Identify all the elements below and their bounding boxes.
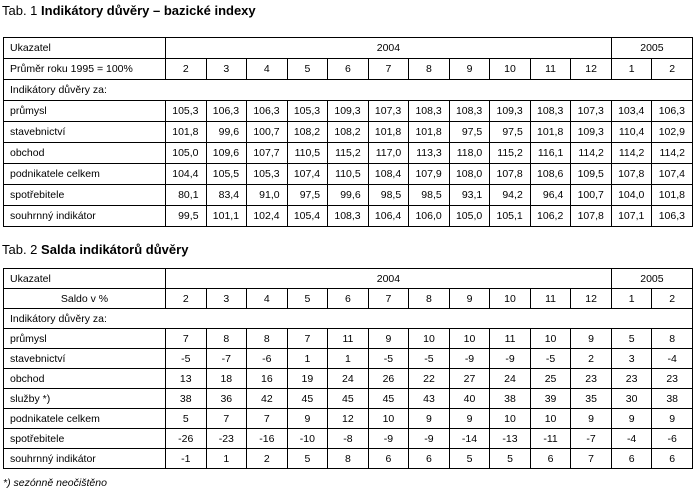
row-label: podnikatele celkem	[4, 409, 166, 429]
table-cell: 108,3	[328, 206, 369, 227]
table-cell: -23	[206, 429, 247, 449]
table-cell: 83,4	[206, 185, 247, 206]
table2-caption	[2, 242, 188, 257]
table-cell: 105,1	[490, 206, 531, 227]
month-header: 10	[490, 289, 531, 309]
table-cell: -8	[328, 429, 369, 449]
table-cell: 102,4	[247, 206, 288, 227]
table-cell: 11	[328, 329, 369, 349]
table-cell: 106,2	[530, 206, 571, 227]
table-row	[4, 409, 693, 429]
table-cell: 100,7	[247, 122, 288, 143]
table-cell: 113,3	[409, 143, 450, 164]
table-cell: 10	[490, 409, 531, 429]
group-label: Indikátory důvěry za:	[4, 309, 693, 329]
row-label: podnikatele celkem	[4, 164, 166, 185]
row-label: souhrnný indikátor	[4, 206, 166, 227]
month-header: 12	[571, 59, 612, 80]
table-cell: 16	[247, 369, 288, 389]
table-cell: 107,8	[490, 164, 531, 185]
table-cell: 106,4	[368, 206, 409, 227]
row-label: stavebnictví	[4, 122, 166, 143]
table-cell: 109,3	[490, 101, 531, 122]
header-row-years	[4, 38, 693, 59]
table-cell: 115,2	[490, 143, 531, 164]
table-cell: 39	[530, 389, 571, 409]
table-cell: 117,0	[368, 143, 409, 164]
table-cell: 3	[611, 349, 652, 369]
table-cell: -10	[287, 429, 328, 449]
year-header-2005: 2005	[611, 269, 692, 289]
table-cell: 9	[409, 409, 450, 429]
table-cell: 108,6	[530, 164, 571, 185]
table-cell: 25	[530, 369, 571, 389]
month-header: 3	[206, 59, 247, 80]
month-header: 9	[449, 59, 490, 80]
table-cell: -9	[490, 349, 531, 369]
table-cell: 108,0	[449, 164, 490, 185]
header-sublabel: Průměr roku 1995 = 100%	[4, 59, 166, 80]
row-label: stavebnictví	[4, 349, 166, 369]
table-cell: 30	[611, 389, 652, 409]
month-header: 5	[287, 289, 328, 309]
month-header: 4	[247, 59, 288, 80]
table-cell: 80,1	[166, 185, 207, 206]
table-cell: 18	[206, 369, 247, 389]
table-cell: -7	[206, 349, 247, 369]
table-cell: 99,6	[206, 122, 247, 143]
table-cell: 10	[530, 409, 571, 429]
header-row-months	[4, 59, 693, 80]
table-cell: 99,5	[166, 206, 207, 227]
table2-caption-number: Tab. 2	[2, 242, 38, 257]
table-cell: 108,3	[409, 101, 450, 122]
table-cell: -13	[490, 429, 531, 449]
month-header: 5	[287, 59, 328, 80]
table-cell: 110,4	[611, 122, 652, 143]
table-cell: 97,5	[287, 185, 328, 206]
table-cell: 116,1	[530, 143, 571, 164]
table-cell: 13	[166, 369, 207, 389]
row-label: spotřebitele	[4, 185, 166, 206]
table-cell: 8	[652, 329, 693, 349]
month-header: 11	[530, 59, 571, 80]
table-cell: -6	[652, 429, 693, 449]
table-cell: 24	[490, 369, 531, 389]
month-header: 6	[328, 59, 369, 80]
table-cell: 105,3	[247, 164, 288, 185]
table-cell: -6	[247, 349, 288, 369]
table-cell: 106,3	[652, 206, 693, 227]
table-cell: 114,2	[571, 143, 612, 164]
table1-caption-title: Indikátory důvěry – bazické indexy	[41, 3, 256, 18]
table-cell: -5	[368, 349, 409, 369]
month-header: 1	[611, 59, 652, 80]
table-cell: 10	[409, 329, 450, 349]
table-cell: 9	[611, 409, 652, 429]
month-header: 3	[206, 289, 247, 309]
year-header-2004: 2004	[166, 38, 612, 59]
month-header: 6	[328, 289, 369, 309]
table-cell: 12	[328, 409, 369, 429]
month-header: 8	[409, 289, 450, 309]
table-cell: 101,8	[166, 122, 207, 143]
header-sublabel: Saldo v %	[4, 289, 166, 309]
row-label: obchod	[4, 369, 166, 389]
table-cell: 7	[206, 409, 247, 429]
table-cell: 104,4	[166, 164, 207, 185]
table-cell: 105,0	[166, 143, 207, 164]
table-row	[4, 143, 693, 164]
table-cell: 107,1	[611, 206, 652, 227]
table-cell: 45	[368, 389, 409, 409]
table-row	[4, 101, 693, 122]
table-cell: 99,6	[328, 185, 369, 206]
column-header-ukazatel: Ukazatel	[4, 38, 166, 59]
table-cell: 43	[409, 389, 450, 409]
footnote: *) sezónně neočištěno	[3, 477, 107, 489]
table-cell: 5	[287, 449, 328, 469]
table-cell: 9	[449, 409, 490, 429]
header-row-months	[4, 289, 693, 309]
table-cell: -4	[611, 429, 652, 449]
table-cell: 26	[368, 369, 409, 389]
table-cell: 6	[530, 449, 571, 469]
month-header: 9	[449, 289, 490, 309]
table-cell: 9	[571, 329, 612, 349]
table-cell: 97,5	[490, 122, 531, 143]
table-cell: 36	[206, 389, 247, 409]
row-label: spotřebitele	[4, 429, 166, 449]
table-cell: 109,3	[328, 101, 369, 122]
table-cell: 106,3	[652, 101, 693, 122]
table-cell: -9	[409, 429, 450, 449]
month-header: 2	[652, 289, 693, 309]
table-cell: 9	[287, 409, 328, 429]
table-cell: 23	[652, 369, 693, 389]
table-cell: 10	[449, 329, 490, 349]
table-cell: 107,9	[409, 164, 450, 185]
table-cell: 9	[652, 409, 693, 429]
table-cell: -1	[166, 449, 207, 469]
table-cell: 105,3	[166, 101, 207, 122]
table-cell: 27	[449, 369, 490, 389]
table-cell: 101,8	[652, 185, 693, 206]
table-cell: 5	[166, 409, 207, 429]
table-cell: 105,0	[449, 206, 490, 227]
month-header: 10	[490, 59, 531, 80]
column-header-ukazatel: Ukazatel	[4, 269, 166, 289]
month-header: 2	[166, 289, 207, 309]
table-cell: 45	[287, 389, 328, 409]
table1-confidence-indices	[3, 37, 693, 227]
table-cell: -9	[449, 349, 490, 369]
month-header: 1	[611, 289, 652, 309]
table-cell: 101,8	[368, 122, 409, 143]
table1-caption	[2, 3, 256, 18]
table-cell: 23	[571, 369, 612, 389]
table-cell: 38	[490, 389, 531, 409]
table-cell: 114,2	[652, 143, 693, 164]
table-cell: 5	[449, 449, 490, 469]
table-cell: -5	[166, 349, 207, 369]
table-cell: -5	[530, 349, 571, 369]
table-cell: 38	[166, 389, 207, 409]
table-cell: 2	[571, 349, 612, 369]
month-header: 7	[368, 289, 409, 309]
table-cell: 5	[490, 449, 531, 469]
table-cell: 108,2	[328, 122, 369, 143]
table-row	[4, 164, 693, 185]
table-cell: 6	[611, 449, 652, 469]
table-row	[4, 449, 693, 469]
table-cell: -5	[409, 349, 450, 369]
table-cell: 108,3	[530, 101, 571, 122]
row-label: průmysl	[4, 101, 166, 122]
year-header-2004: 2004	[166, 269, 612, 289]
table-cell: 6	[409, 449, 450, 469]
table-cell: 106,3	[206, 101, 247, 122]
table-cell: 40	[449, 389, 490, 409]
table-cell: 23	[611, 369, 652, 389]
month-header: 4	[247, 289, 288, 309]
group-label-row	[4, 309, 693, 329]
table-cell: 7	[287, 329, 328, 349]
table-cell: 10	[368, 409, 409, 429]
table-cell: 19	[287, 369, 328, 389]
table-cell: 98,5	[409, 185, 450, 206]
table-cell: 100,7	[571, 185, 612, 206]
table-cell: 93,1	[449, 185, 490, 206]
table-cell: 11	[490, 329, 531, 349]
table-row	[4, 369, 693, 389]
table-cell: 24	[328, 369, 369, 389]
table-cell: 108,2	[287, 122, 328, 143]
table-cell: -14	[449, 429, 490, 449]
table-cell: -16	[247, 429, 288, 449]
table-cell: 105,5	[206, 164, 247, 185]
table-cell: 7	[166, 329, 207, 349]
table-cell: 107,4	[652, 164, 693, 185]
table-cell: 107,8	[571, 206, 612, 227]
table-cell: 10	[530, 329, 571, 349]
row-label: souhrnný indikátor	[4, 449, 166, 469]
table-cell: 118,0	[449, 143, 490, 164]
table-cell: 9	[368, 329, 409, 349]
table-cell: 6	[652, 449, 693, 469]
table-cell: 35	[571, 389, 612, 409]
header-row-years	[4, 269, 693, 289]
table-cell: 1	[287, 349, 328, 369]
table-cell: 106,3	[247, 101, 288, 122]
table-cell: 2	[247, 449, 288, 469]
table-cell: 110,5	[328, 164, 369, 185]
table-cell: 115,2	[328, 143, 369, 164]
row-label: obchod	[4, 143, 166, 164]
table-cell: 106,0	[409, 206, 450, 227]
month-header: 7	[368, 59, 409, 80]
month-header: 11	[530, 289, 571, 309]
table-row	[4, 429, 693, 449]
group-label: Indikátory důvěry za:	[4, 80, 693, 101]
table-cell: -11	[530, 429, 571, 449]
table-cell: 6	[368, 449, 409, 469]
table-cell: 7	[247, 409, 288, 429]
table-cell: 107,8	[611, 164, 652, 185]
table-cell: 110,5	[287, 143, 328, 164]
table-cell: 102,9	[652, 122, 693, 143]
table-cell: 42	[247, 389, 288, 409]
table-cell: 109,3	[571, 122, 612, 143]
table2-caption-title: Salda indikátorů důvěry	[41, 242, 189, 257]
row-label: průmysl	[4, 329, 166, 349]
table-cell: 8	[328, 449, 369, 469]
table-cell: 104,0	[611, 185, 652, 206]
table-cell: 105,4	[287, 206, 328, 227]
table-cell: 101,1	[206, 206, 247, 227]
table-cell: 103,4	[611, 101, 652, 122]
table-cell: -7	[571, 429, 612, 449]
table-cell: 101,8	[409, 122, 450, 143]
table-cell: 109,6	[206, 143, 247, 164]
table-cell: 9	[571, 409, 612, 429]
group-label-row	[4, 80, 693, 101]
table-row	[4, 122, 693, 143]
table-row	[4, 349, 693, 369]
table-cell: 8	[206, 329, 247, 349]
table-row	[4, 329, 693, 349]
table-cell: 101,8	[530, 122, 571, 143]
table-cell: 8	[247, 329, 288, 349]
table-cell: 1	[328, 349, 369, 369]
table-cell: 38	[652, 389, 693, 409]
table-cell: 109,5	[571, 164, 612, 185]
table-cell: 97,5	[449, 122, 490, 143]
table-cell: 107,7	[247, 143, 288, 164]
month-header: 2	[166, 59, 207, 80]
month-header: 12	[571, 289, 612, 309]
table-cell: 94,2	[490, 185, 531, 206]
table1-caption-number: Tab. 1	[2, 3, 38, 18]
year-header-2005: 2005	[611, 38, 692, 59]
table-row	[4, 206, 693, 227]
table-cell: 5	[611, 329, 652, 349]
month-header: 2	[652, 59, 693, 80]
table-row	[4, 389, 693, 409]
table-cell: -9	[368, 429, 409, 449]
table-cell: 91,0	[247, 185, 288, 206]
table-cell: 45	[328, 389, 369, 409]
table-cell: 96,4	[530, 185, 571, 206]
table2-confidence-balances	[3, 268, 693, 469]
table-cell: 107,3	[368, 101, 409, 122]
table-cell: -4	[652, 349, 693, 369]
table-cell: -26	[166, 429, 207, 449]
table-cell: 108,4	[368, 164, 409, 185]
table-cell: 107,3	[571, 101, 612, 122]
table-cell: 1	[206, 449, 247, 469]
table-cell: 98,5	[368, 185, 409, 206]
table-cell: 108,3	[449, 101, 490, 122]
table-cell: 105,3	[287, 101, 328, 122]
table-cell: 7	[571, 449, 612, 469]
row-label: služby *)	[4, 389, 166, 409]
table-cell: 114,2	[611, 143, 652, 164]
month-header: 8	[409, 59, 450, 80]
table-row	[4, 185, 693, 206]
table-cell: 107,4	[287, 164, 328, 185]
table-cell: 22	[409, 369, 450, 389]
